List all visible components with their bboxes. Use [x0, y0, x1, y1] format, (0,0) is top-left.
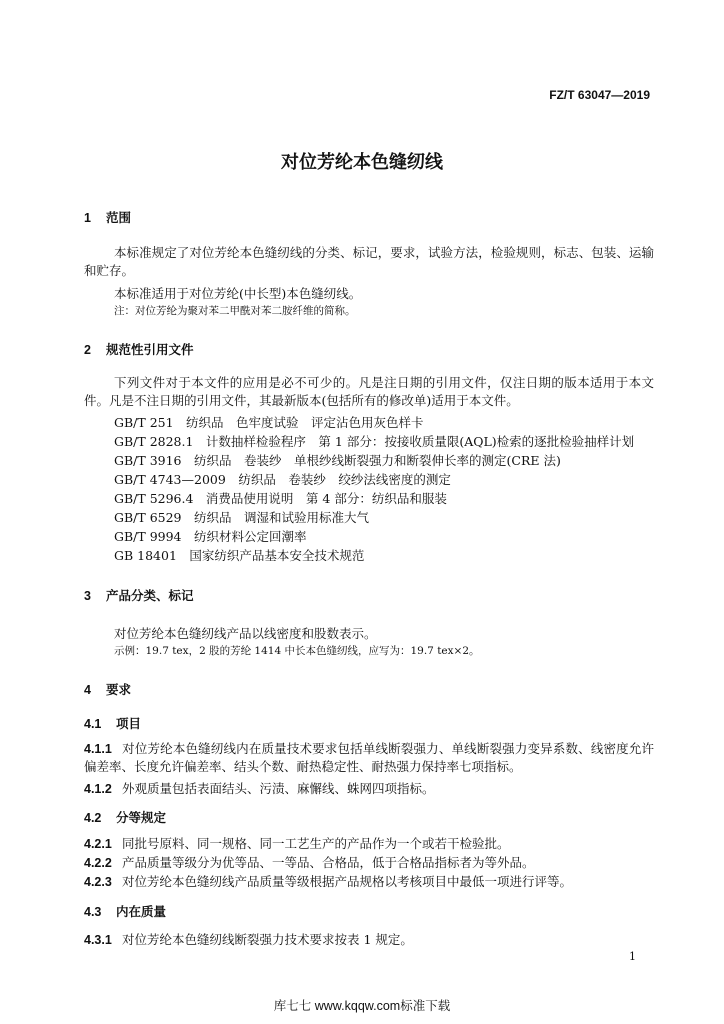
section-1-para-1: 本标准规定了对位芳纶本色缝纫线的分类、标记，要求，试验方法，检验规则，标志、包装、运输和贮存。 — [84, 245, 654, 278]
section-1-heading — [84, 208, 131, 226]
clause-text: 外观质量包括表面结头、污渍、麻懈线、蛛网四项指标。 — [122, 781, 435, 796]
normative-reference: GB 18401 国家纺织产品基本安全技术规范 — [114, 548, 365, 563]
section-number: 4 — [84, 683, 91, 697]
section-1-note: 注：对位芳纶为聚对苯二甲酰对苯二胺纤维的简称。 — [114, 305, 356, 317]
section-1-para-2: 本标准适用于对位芳纶(中长型)本色缝纫线。 — [114, 286, 362, 301]
normative-reference: GB/T 9994 纺织材料公定回潮率 — [114, 529, 307, 544]
clause-4-1-1 — [84, 740, 654, 776]
section-3-example: 示例：19.7 tex，2 股的芳纶 1414 中长本色缝纫线，应写为：19.7 tex×2。 — [114, 645, 480, 657]
section-4-heading — [84, 680, 131, 698]
section-number: 1 — [84, 211, 91, 225]
normative-reference: GB/T 4743—2009 纺织品 卷装纱 绞纱法线密度的测定 — [114, 472, 451, 487]
section-title: 分等规定 — [116, 811, 167, 825]
page-number: 1 — [629, 950, 636, 963]
clause-text: 对位芳纶本色缝纫线断裂强力技术要求按表 1 规定。 — [122, 932, 413, 947]
section-number: 4.1 — [84, 717, 102, 731]
clause-4-1-2 — [84, 779, 435, 797]
section-2-para-1: 下列文件对于本文件的应用是必不可少的。凡是注日期的引用文件，仅注日期的版本适用于本文件。凡是不注日期的引用文件，其最新版本(包括所有的修改单)适用于本文件。 — [84, 375, 654, 408]
section-number: 4.2 — [84, 811, 102, 825]
section-3-para-1: 对位芳纶本色缝纫线产品以线密度和股数表示。 — [114, 626, 377, 641]
section-title: 内在质量 — [116, 905, 167, 919]
section-3-heading — [84, 586, 194, 604]
section-title: 范围 — [106, 211, 132, 225]
clause-4-2-1 — [84, 834, 510, 852]
document-title: 对位芳纶本色缝纫线 — [281, 152, 443, 173]
standard-code: FZ/T 63047—2019 — [549, 88, 650, 102]
section-4-3-heading — [84, 902, 166, 920]
normative-reference: GB/T 5296.4 消费品使用说明 第 4 部分：纺织品和服装 — [114, 491, 447, 506]
section-title: 要求 — [106, 683, 132, 697]
clause-number: 4.2.3 — [84, 875, 112, 889]
normative-reference: GB/T 251 纺织品 色牢度试验 评定沾色用灰色样卡 — [114, 415, 424, 430]
clause-text: 产品质量等级分为优等品、一等品、合格品，低于合格品指标者为等外品。 — [122, 855, 535, 870]
section-title: 产品分类、标记 — [106, 589, 194, 603]
normative-reference: GB/T 2828.1 计数抽样检验程序 第 1 部分：按接收质量限(AQL)检索的逐批检验抽样计划 — [114, 434, 635, 449]
clause-4-3-1 — [84, 930, 413, 948]
section-title: 规范性引用文件 — [106, 343, 194, 357]
footer-watermark: 库七七 www.kqqw.com标准下载 — [273, 999, 451, 1013]
section-number: 4.3 — [84, 905, 102, 919]
clause-4-2-2 — [84, 853, 535, 871]
section-number: 2 — [84, 343, 91, 357]
clause-number: 4.1.1 — [84, 742, 112, 756]
section-title: 项目 — [116, 717, 142, 731]
section-2-heading — [84, 340, 194, 358]
normative-reference: GB/T 3916 纺织品 卷装纱 单根纱线断裂强力和断裂伸长率的测定(CRE 法) — [114, 453, 561, 468]
normative-reference: GB/T 6529 纺织品 调湿和试验用标准大气 — [114, 510, 370, 525]
clause-text: 对位芳纶本色缝纫线内在质量技术要求包括单线断裂强力、单线断裂强力变异系数、线密度允许偏差率、长度允许偏差率、结头个数、耐热稳定性、耐热强力保持率七项指标。 — [84, 741, 654, 774]
clause-4-2-3 — [84, 872, 572, 890]
clause-text: 对位芳纶本色缝纫线产品质量等级根据产品规格以考核项目中最低一项进行评等。 — [122, 874, 573, 889]
clause-number: 4.2.1 — [84, 837, 112, 851]
section-number: 3 — [84, 589, 91, 603]
section-4-2-heading — [84, 808, 166, 826]
section-4-1-heading — [84, 714, 141, 732]
clause-number: 4.2.2 — [84, 856, 112, 870]
clause-number: 4.1.2 — [84, 782, 112, 796]
clause-text: 同批号原料、同一规格、同一工艺生产的产品作为一个或若干检验批。 — [122, 836, 510, 851]
clause-number: 4.3.1 — [84, 933, 112, 947]
